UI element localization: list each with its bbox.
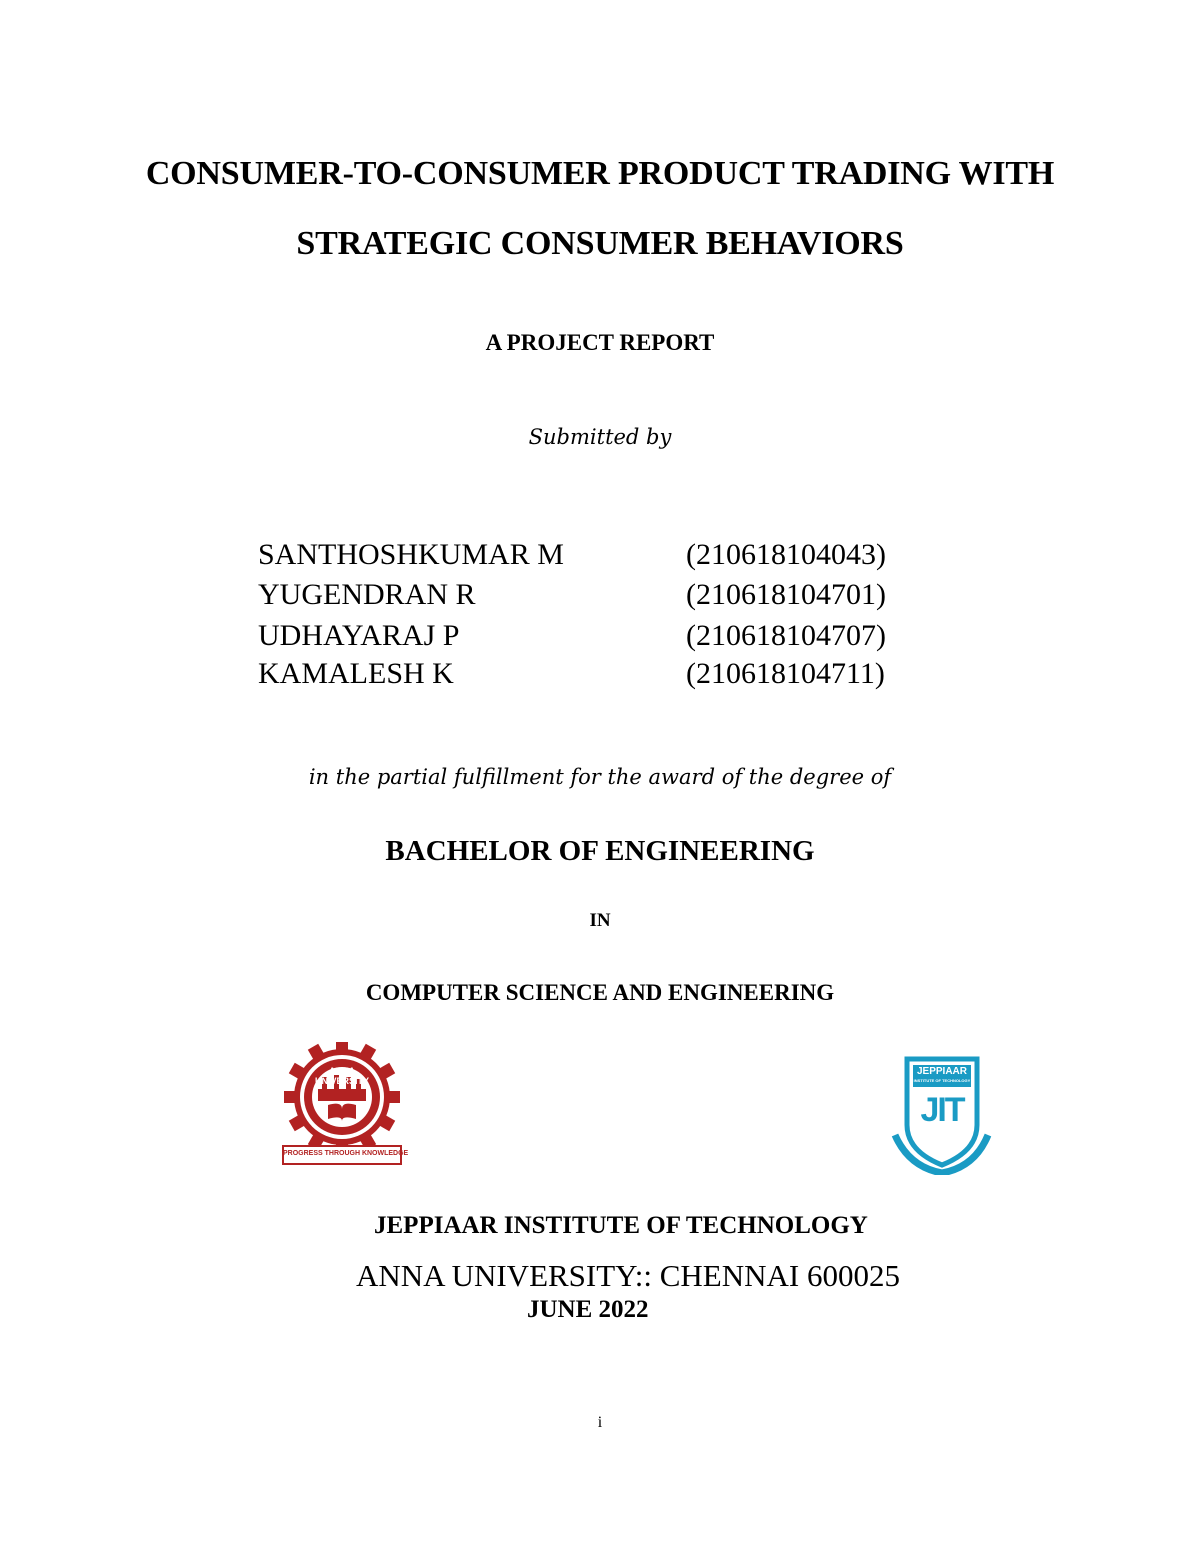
jit-top-text: JEPPIAAR [916, 1066, 967, 1077]
student-id: (210618104711) [686, 657, 885, 690]
fulfillment-text: in the partial fulfillment for the award of the degree of [308, 765, 892, 789]
report-date: JUNE 2022 [527, 1296, 649, 1323]
student-name: SANTHOSHKUMAR M [258, 538, 564, 571]
degree: BACHELOR OF ENGINEERING [385, 835, 815, 867]
anna-university-logo [277, 1042, 407, 1168]
anna-motto: PROGRESS THROUGH KNOWLEDGE [283, 1150, 409, 1157]
student-list [0, 535, 1200, 695]
student-id: (210618104707) [686, 619, 886, 652]
student-row [0, 575, 1200, 615]
submitted-by: Submitted by [528, 425, 672, 449]
title-line-2: STRATEGIC CONSUMER BEHAVIORS [296, 225, 904, 262]
title-line-1: CONSUMER-TO-CONSUMER PRODUCT TRADING WITH [145, 155, 1055, 192]
student-id: (210618104701) [686, 578, 886, 611]
student-id: (210618104043) [686, 538, 886, 571]
institute-name: JEPPIAAR INSTITUTE OF TECHNOLOGY [374, 1212, 868, 1239]
in-label: IN [589, 910, 611, 931]
student-name: KAMALESH K [258, 657, 454, 690]
anna-arc-text: ANNA UNIVERSITY [314, 1066, 369, 1086]
jit-mark: JIT [920, 1091, 964, 1129]
report-type: A PROJECT REPORT [485, 330, 715, 355]
jit-logo [889, 1055, 994, 1175]
university-name: ANNA UNIVERSITY:: CHENNAI 600025 [356, 1258, 900, 1293]
page-number: i [597, 1414, 603, 1431]
department: COMPUTER SCIENCE AND ENGINEERING [365, 980, 835, 1005]
jit-sub-text: INSTITUTE OF TECHNOLOGY [913, 1078, 971, 1083]
student-row [0, 535, 1200, 575]
student-name: YUGENDRAN R [258, 578, 476, 611]
student-name: UDHAYARAJ P [258, 619, 460, 652]
student-row [0, 616, 1200, 656]
student-row [0, 654, 1200, 694]
